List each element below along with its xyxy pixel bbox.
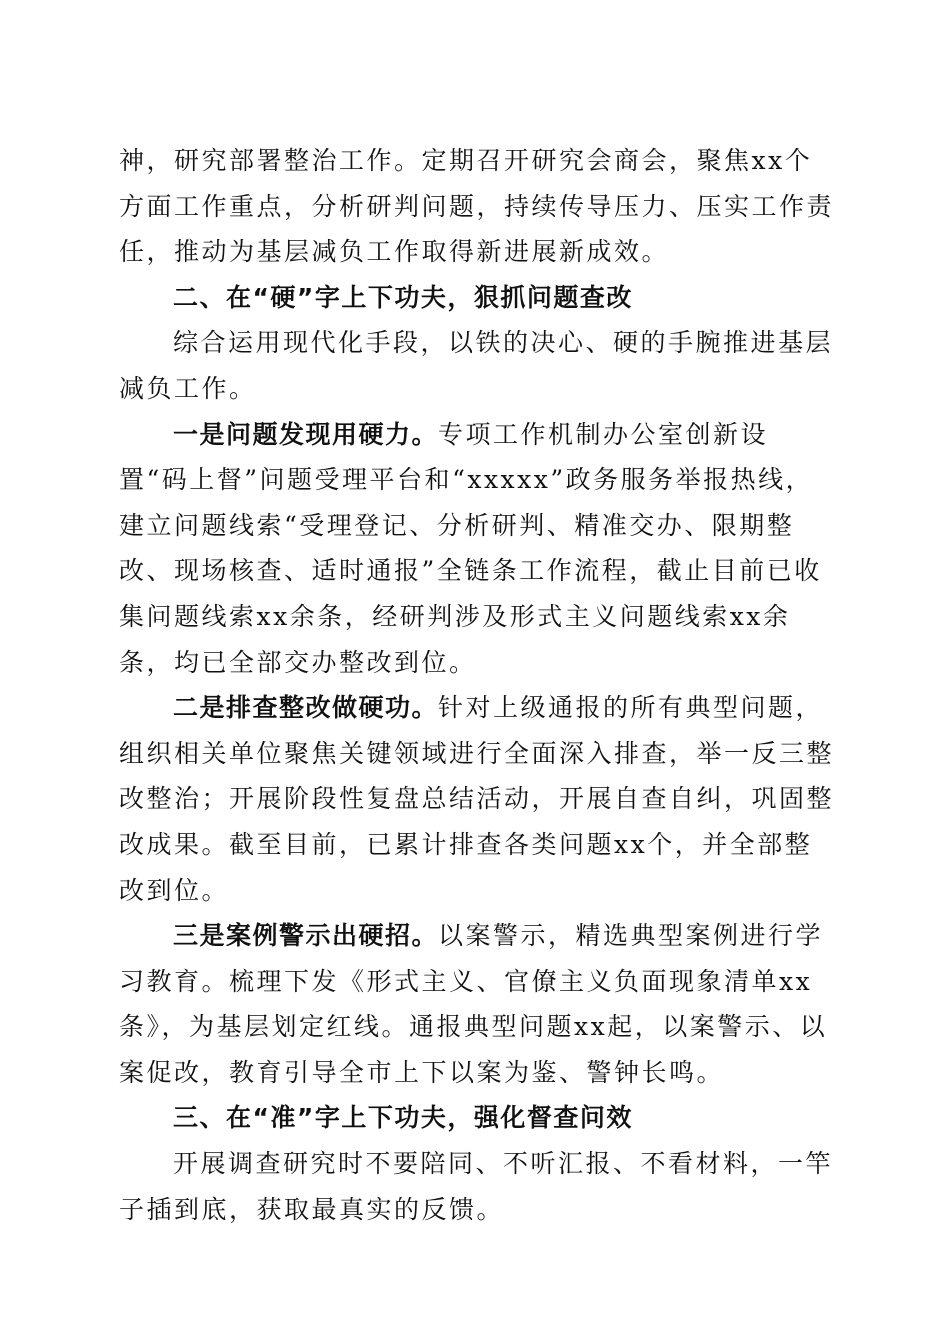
heading-text: 三、在“准”字上下功夫，强化督查问效 — [173, 1103, 633, 1133]
paragraph-point-3 — [119, 913, 835, 1095]
paragraph-point-2 — [119, 685, 835, 913]
heading-text: 二、在“硬”字上下功夫，狠抓问题查改 — [173, 282, 633, 312]
paragraph-point-1 — [119, 412, 835, 686]
paragraph-text: 专项工作机制办公室创新设置“码上督”问题受理平台和“xxxxx”政务服务举报热线，建立问题线索“受理登记、分析研判、精准交办、限期整改、现场核查、适时通报”全链条工作流程，截止目前已收集问题线索xx余条，经研判涉及形式主义问题线索xx余条，均已全部交办整改到位。 — [119, 419, 822, 677]
paragraph-text: 以案警示，精选典型案例进行学习教育。梳理下发《形式主义、官僚主义负面现象清单xx条》，为基层划定红线。通报典型问题xx起，以案警示、以案促改，教育引导全市上下以案为鉴、警钟长鸣。 — [119, 921, 828, 1087]
paragraph-text: 神，研究部署整治工作。定期召开研究会商会，聚焦xx个方面工作重点，分析研判问题，持续传导压力、压实工作责任，推动为基层减负工作取得新进展新成效。 — [119, 146, 835, 267]
paragraph-text: 针对上级通报的所有典型问题，组织相关单位聚焦关键领域进行全面深入排查，举一反三整改整治；开展阶段性复盘总结活动，开展自查自纠，巩固整改成果。截至目前，已累计排查各类问题xx个，并全部整改到位。 — [119, 693, 835, 905]
section-heading-3 — [119, 1095, 835, 1141]
paragraph-lead: 一是问题发现用硬力。 — [173, 419, 439, 449]
paragraph-intro-3 — [119, 1141, 835, 1232]
section-heading-2 — [119, 275, 835, 321]
paragraph-continuation — [119, 138, 835, 275]
paragraph-intro-2 — [119, 320, 835, 411]
document-body — [119, 138, 835, 1232]
paragraph-text: 开展调查研究时不要陪同、不听汇报、不看材料，一竿子插到底，获取最真实的反馈。 — [119, 1149, 834, 1224]
paragraph-text: 综合运用现代化手段，以铁的决心、硬的手腕推进基层减负工作。 — [119, 328, 834, 403]
paragraph-lead: 二是排查整改做硬功。 — [173, 693, 439, 723]
paragraph-lead: 三是案例警示出硬招。 — [173, 921, 439, 951]
